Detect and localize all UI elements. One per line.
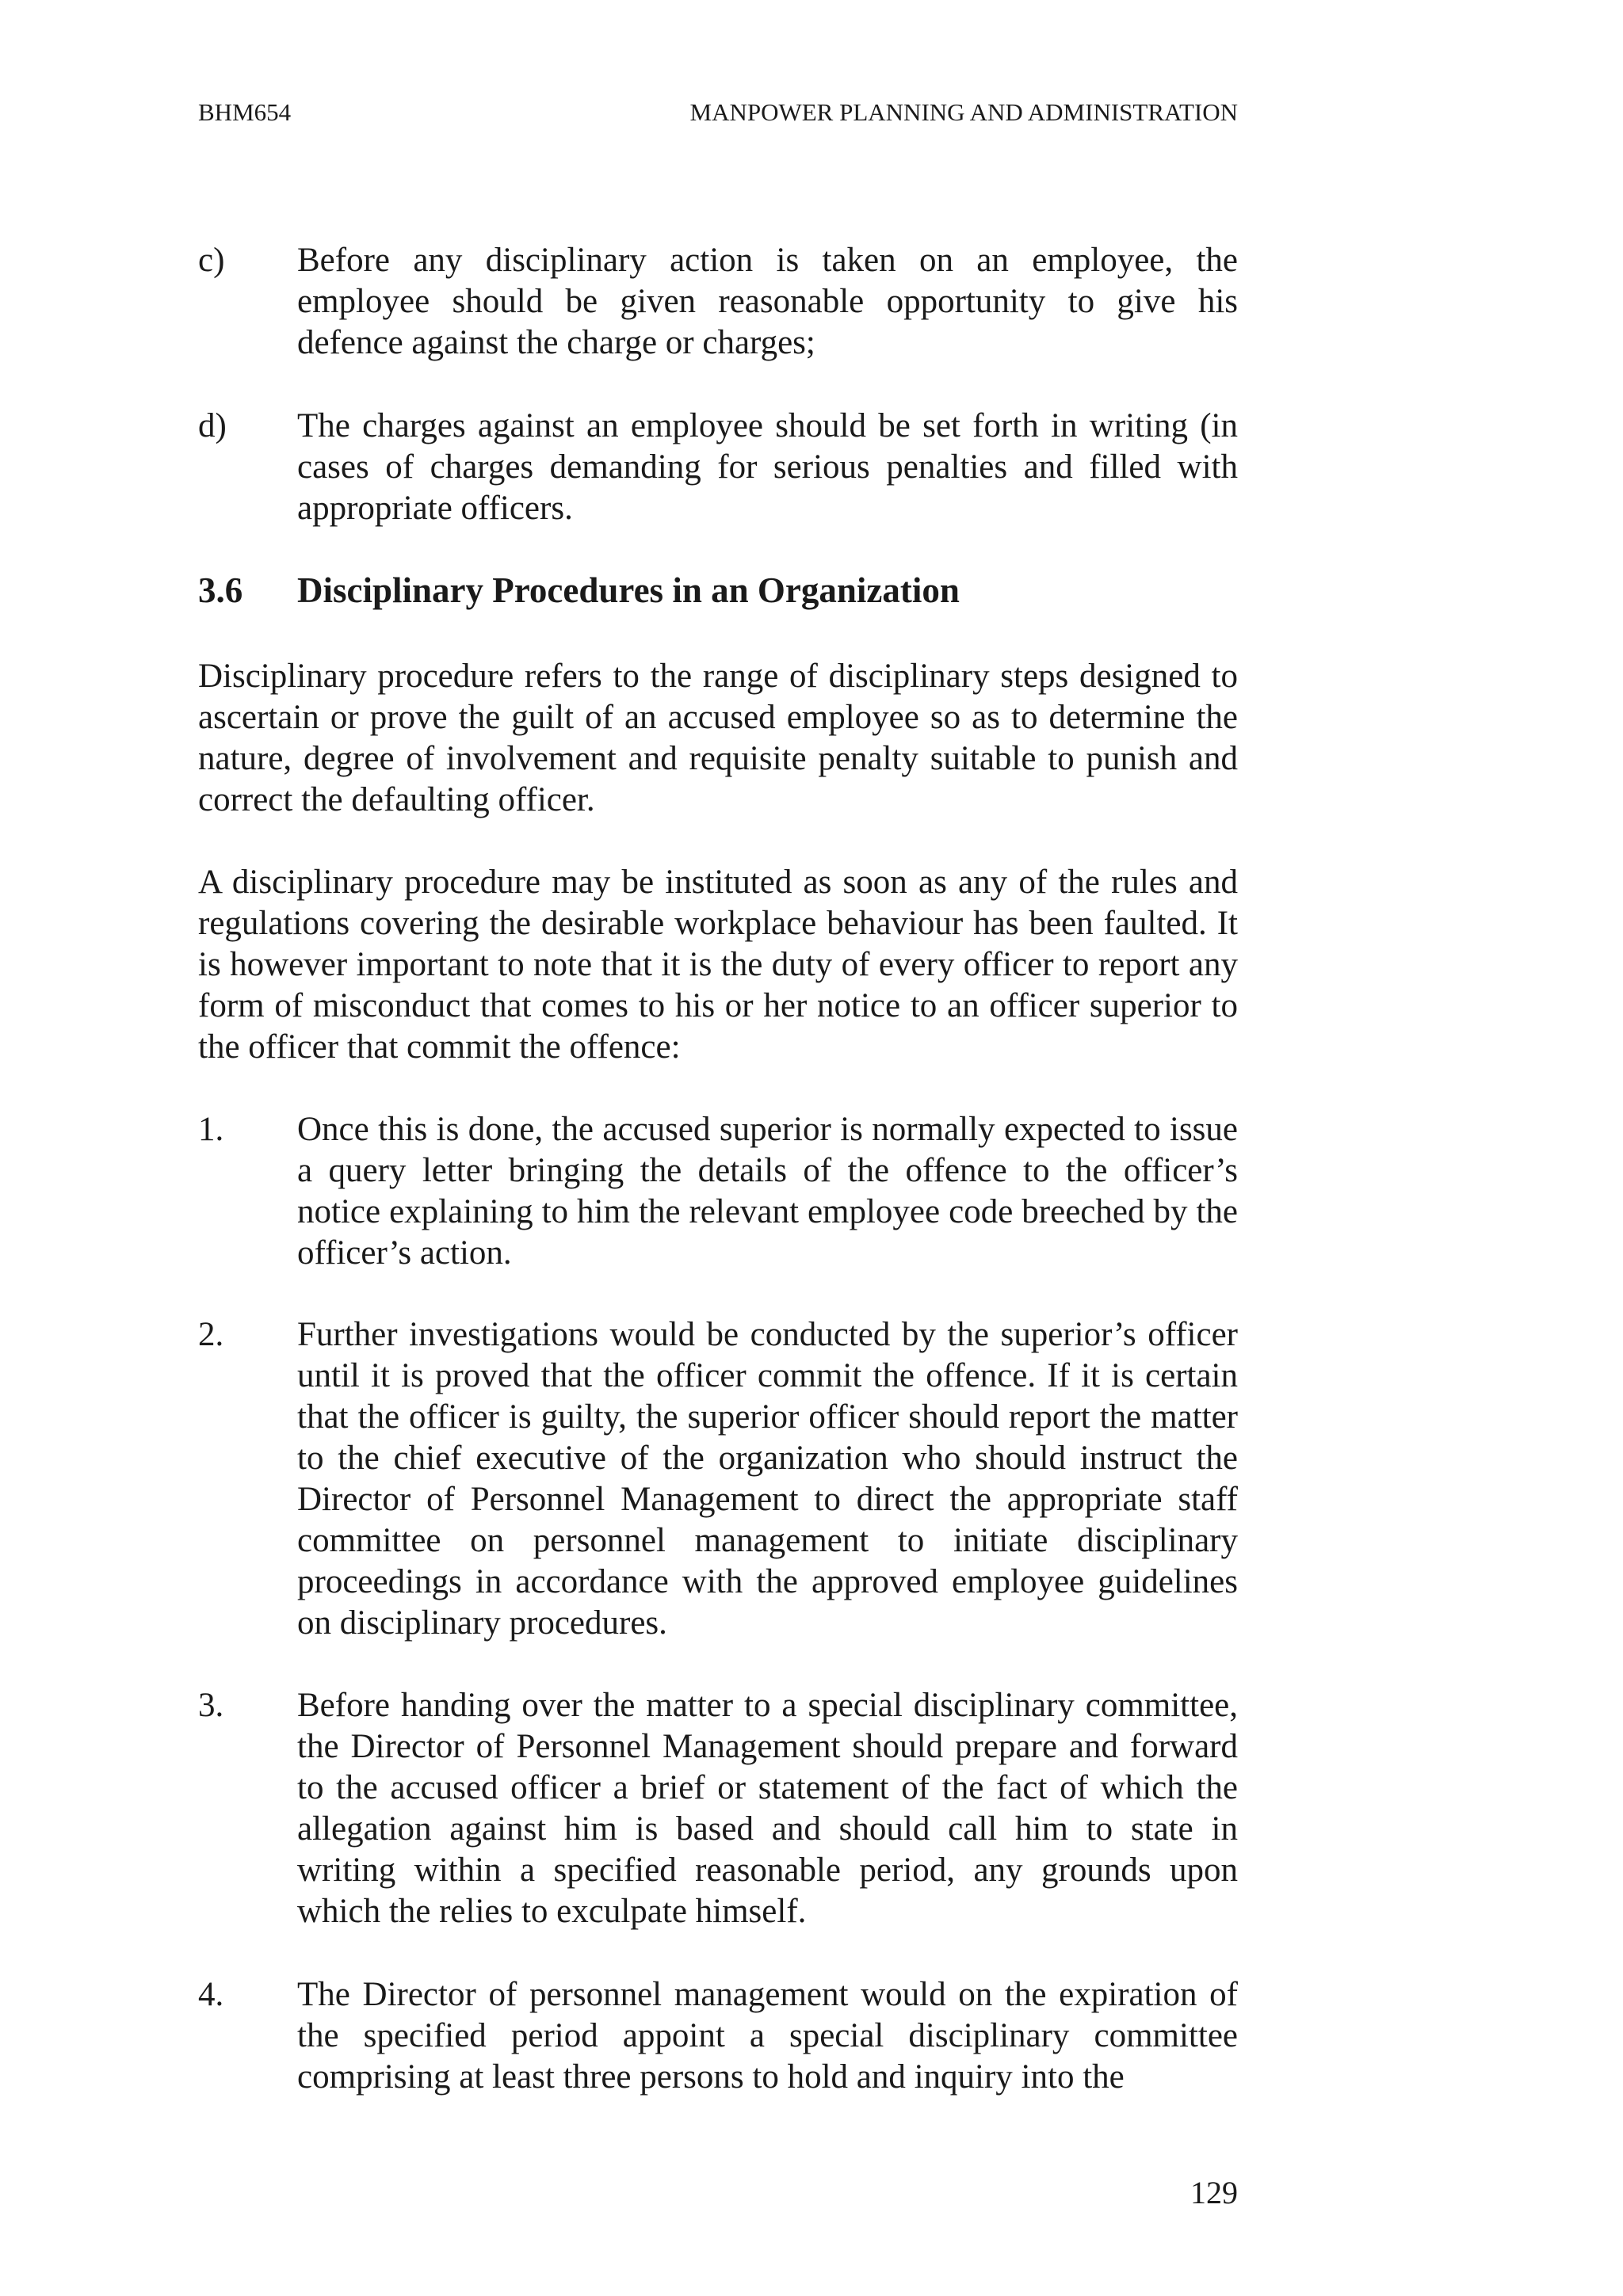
page-number: 129 (1190, 2175, 1238, 2210)
list-item-text: The Director of personnel management would on the expiration of the specified period appoint a special disciplinary committee comprising at least three persons to hold and inquiry into the (297, 1976, 1238, 2096)
list-marker: c) (198, 242, 225, 279)
numbered-item-3 (198, 1685, 1238, 1939)
paragraph-definition: Disciplinary procedure refers to the range of disciplinary steps designed to ascertain or prove the guilt of an accused employee so as to determine the nature, degree of involvement and requisite penalty suitable to punish and correct the defaulting officer. (198, 658, 1238, 818)
list-item-c (198, 240, 1238, 367)
numbered-item-2 (198, 1314, 1238, 1647)
list-item-text: The charges against an employee should be set forth in writing (in cases of charges demanding for serious penalties and filled with appropriate officers. (297, 407, 1238, 527)
list-item-text: Before handing over the matter to a special disciplinary committee, the Director of Personnel Management should prepare and forward to the accused officer a brief or statement of the fact of which the allegation against him is based and should call him to state in writing within a specified reasonable period, any grounds upon which the relies to exculpate himself. (297, 1687, 1238, 1930)
list-marker: d) (198, 407, 227, 444)
section-number: 3.6 (198, 570, 243, 610)
numbered-item-1 (198, 1109, 1238, 1276)
course-code: BHM654 (198, 98, 292, 126)
list-item-text: Once this is done, the accused superior is normally expected to issue a query letter bringing the details of the offence to the officer’s notice explaining to him the relevant employee code breeched by the officer’s action. (297, 1111, 1238, 1272)
list-item-d (198, 406, 1238, 532)
section-heading (198, 569, 1238, 613)
section-title: Disciplinary Procedures in an Organization (297, 570, 960, 610)
numbered-item-4 (198, 1974, 1238, 2101)
list-marker: 2. (198, 1316, 224, 1353)
list-marker: 1. (198, 1111, 224, 1148)
paragraph-institution: A disciplinary procedure may be instituted as soon as any of the rules and regulations covering the desirable workplace behaviour has been faulted. It is however important to note that it is the duty of every officer to report any form of misconduct that comes to his or her notice to an officer superior to the officer that commit the offence: (198, 864, 1238, 1066)
running-header (198, 97, 1238, 128)
list-item-text: Further investigations would be conducted by the superior’s officer until it is proved that the officer commit the offence. If it is certain that the officer is guilty, the superior officer should report the matter to the chief executive of the organization who should instruct the Director of Personnel Management to direct the appropriate staff committee on personnel management to initiate disciplinary proceedings in accordance with the approved employee guidelines on disciplinary procedures. (297, 1316, 1238, 1642)
list-marker: 4. (198, 1976, 224, 2013)
list-marker: 3. (198, 1687, 224, 1724)
list-item-text: Before any disciplinary action is taken on an employee, the employee should be given reasonable opportunity to give his defence against the charge or charges; (297, 242, 1238, 361)
course-title: MANPOWER PLANNING AND ADMINISTRATION (689, 98, 1238, 126)
